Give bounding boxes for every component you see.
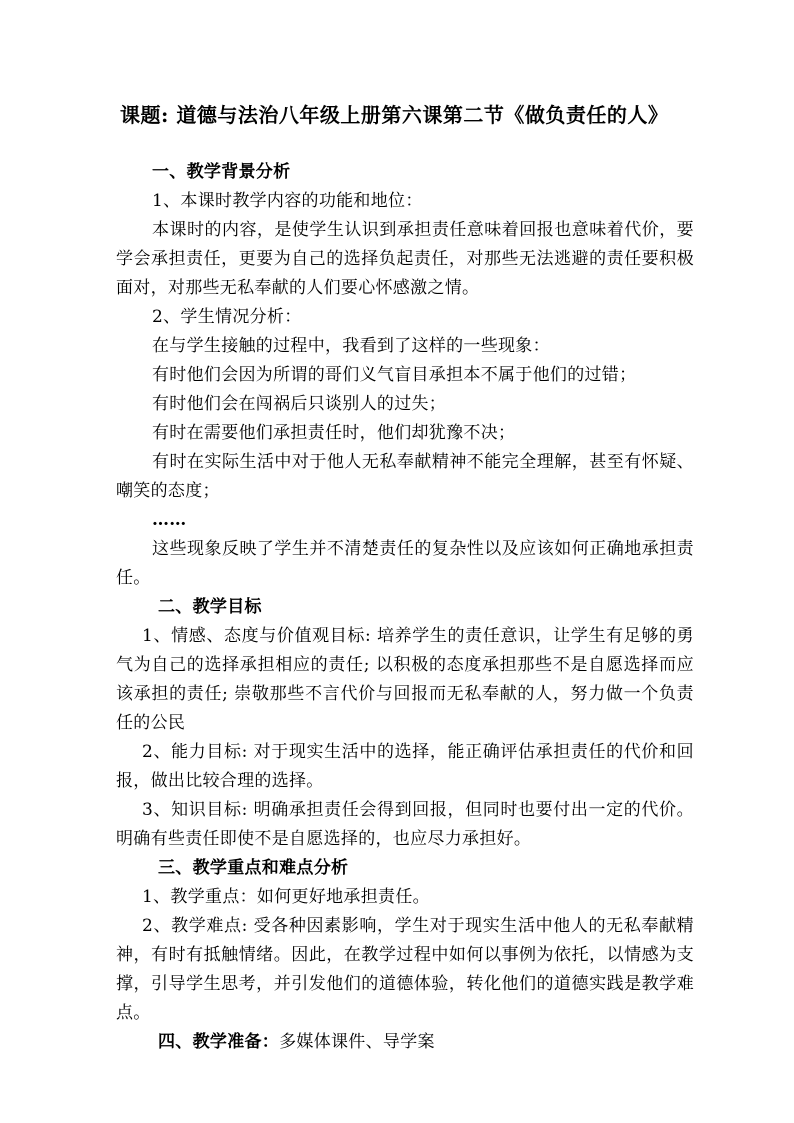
lesson-title: 课题: 道德与法治八年级上册第六课第二节《做负责任的人》 — [120, 103, 669, 127]
section-heading-background: 一、教学背景分析 — [152, 162, 291, 182]
section-heading-key-points: 三、教学重点和难点分析 — [158, 858, 349, 878]
subheading-content-role: 1、本课时教学内容的功能和地位： — [152, 191, 423, 211]
observation-item-4: 有时在实际生活中对于他人无私奉献精神不能完全理解，甚至有怀疑、嘲笑的态度； — [116, 452, 694, 501]
observation-item-1: 有时他们会因为所谓的哥们义气盲目承担本不属于他们的过错； — [152, 365, 637, 385]
goal-emotion: 1、情感、态度与价值观目标: 培养学生的责任意识，让学生有足够的勇气为自己的选择承担相应的责任; 以积极的态度承担那些不是自愿选择而应该承担的责任; 崇敬那些不言代价与回报而无私奉献的人，努力做一个负责任的公民 — [116, 626, 694, 733]
section-heading-goals: 二、教学目标 — [158, 597, 262, 617]
preparation-text: 多媒体课件、导学案 — [279, 1032, 435, 1052]
difficulty-point: 2、教学难点: 受各种因素影响，学生对于现实生活中他人的无私奉献精神，有时有抵触情绪。因此，在教学过程中如何以事例为依托，以情感为支撑，引导学生思考，并引发他们的道德体验，转化他们的道德实践是教学难点。 — [116, 916, 694, 1023]
paragraph-observation: 在与学生接触的过程中，我看到了这样的一些现象： — [152, 336, 550, 356]
key-point: 1、教学重点：如何更好地承担责任。 — [142, 887, 430, 907]
document-page — [116, 100, 694, 1057]
subheading-student-analysis: 2、学生情况分析： — [152, 307, 302, 327]
section-heading-preparation: 四、教学准备： — [158, 1032, 280, 1052]
paragraph-conclusion: 这些现象反映了学生并不清楚责任的复杂性以及应该如何正确地承担责任。 — [116, 539, 694, 588]
ellipsis: …… — [152, 510, 187, 530]
observation-item-3: 有时在需要他们承担责任时，他们却犹豫不决； — [152, 423, 516, 443]
section-preparation — [116, 1028, 694, 1057]
goal-ability: 2、能力目标: 对于现实生活中的选择，能正确评估承担责任的代价和回报，做出比较合理的选择。 — [116, 742, 694, 791]
paragraph-content-role: 本课时的内容，是使学生认识到承担责任意味着回报也意味着代价，要学会承担责任，更要为自己的选择负起责任，对那些无法逃避的责任要积极面对，对那些无私奉献的人们要心怀感激之情。 — [116, 220, 694, 298]
goal-knowledge: 3、知识目标: 明确承担责任会得到回报，但同时也要付出一定的代价。明确有些责任即使不是自愿选择的，也应尽力承担好。 — [116, 800, 694, 849]
observation-item-2: 有时他们会在闯祸后只谈别人的过失； — [152, 394, 447, 414]
